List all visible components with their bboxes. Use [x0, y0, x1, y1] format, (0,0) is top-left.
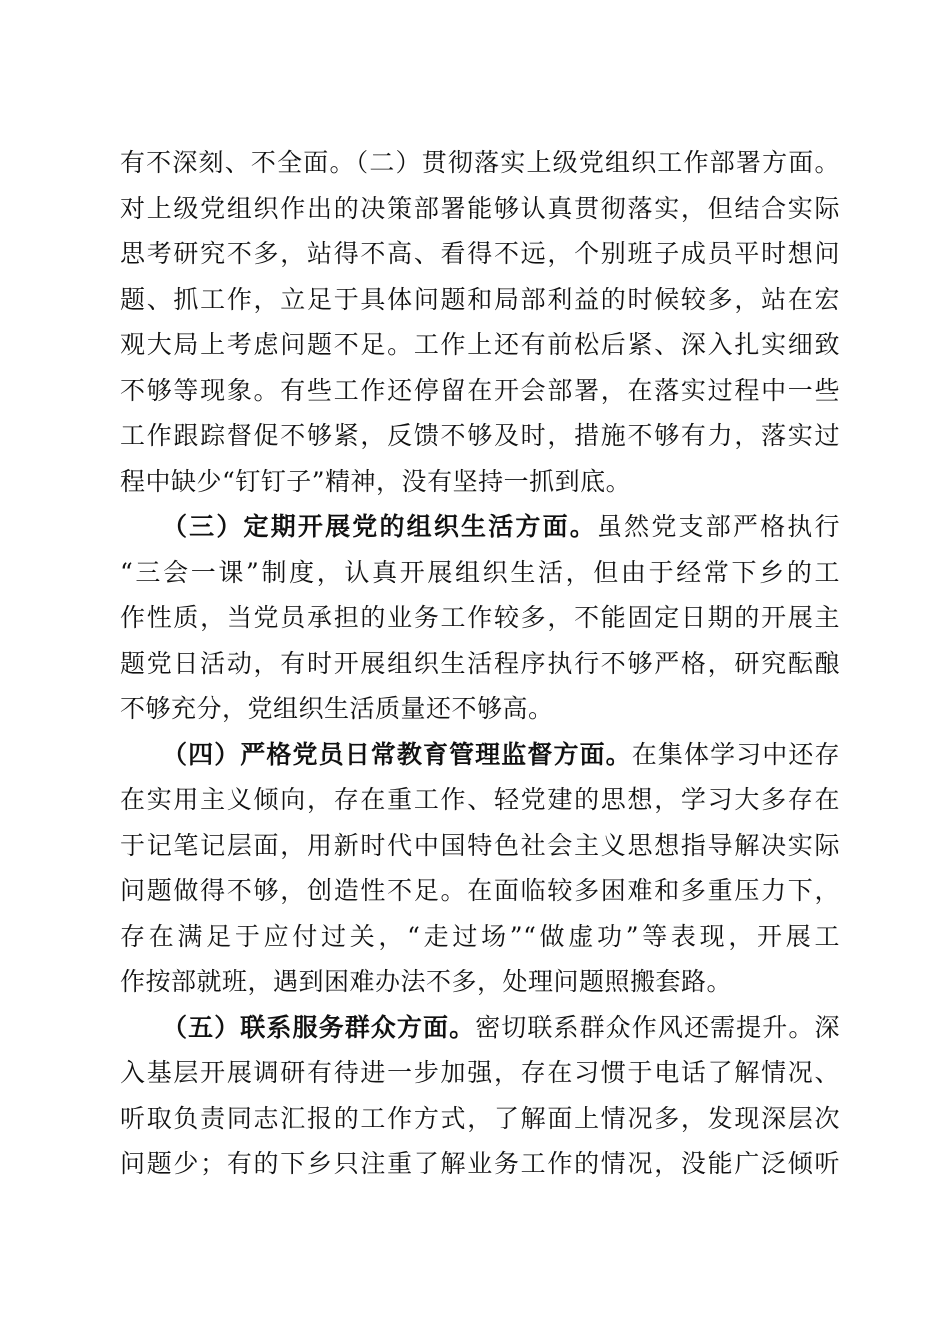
section-4-heading: （四）严格党员日常教育管理监督方面。	[162, 739, 632, 769]
section-5-text: 密切联系群众作风还需提升。深	[475, 1012, 840, 1042]
text-line: 程中缺少“钉钉子”精神，没有坚持一抓到底。	[120, 466, 632, 496]
text-line: 在实用主义倾向，存在重工作、轻党建的思想，学习大多存在	[120, 785, 840, 814]
text-line: 存在满足于应付过关，“走过场”“做虚功”等表现，开展工	[120, 921, 840, 951]
text-line: 思考研究不多，站得不高、看得不远，个别班子成员平时想问	[120, 239, 840, 268]
text-line: 题、抓工作，立足于具体问题和局部利益的时候较多，站在宏	[120, 284, 840, 314]
section-3-heading: （三）定期开展党的组织生活方面。	[162, 512, 597, 541]
text-line: 不够等现象。有些工作还停留在开会部署，在落实过程中一些	[120, 375, 840, 405]
section-3-text: 虽然党支部严格执行	[596, 512, 840, 541]
text-line: 作性质，当党员承担的业务工作较多，不能固定日期的开展主	[120, 603, 840, 632]
text-line: 于记笔记层面，用新时代中国特色社会主义思想指导解决实际	[120, 830, 840, 860]
text-line: 入基层开展调研有待进一步加强，存在习惯于电话了解情况、	[120, 1058, 840, 1087]
text-line: 观大局上考虑问题不足。工作上还有前松后紧、深入扎实细致	[120, 330, 840, 359]
text-line: 工作跟踪督促不够紧，反馈不够及时，措施不够有力，落实过	[120, 421, 840, 450]
text-line: 题党日活动，有时开展组织生活程序执行不够严格，研究酝酿	[120, 648, 840, 678]
text-line: 不够充分，党组织生活质量还不够高。	[120, 694, 554, 723]
text-line: “三会一课”制度，认真开展组织生活，但由于经常下乡的工	[120, 557, 840, 587]
section-5-heading: （五）联系服务群众方面。	[162, 1012, 476, 1042]
text-line: 听取负责同志汇报的工作方式，了解面上情况多，发现深层次	[120, 1103, 840, 1133]
section-4-first-line	[120, 732, 840, 778]
section-5-first-line	[120, 1005, 840, 1051]
text-line: 有不深刻、不全面。（二）贯彻落实上级党组织工作部署方面。	[120, 148, 840, 177]
text-line: 问题少；有的下乡只注重了解业务工作的情况，没能广泛倾听	[120, 1149, 840, 1178]
section-4-text: 在集体学习中还存	[631, 739, 840, 769]
section-3-first-line	[120, 504, 840, 550]
body-text	[120, 140, 840, 1187]
text-line: 问题做得不够，创造性不足。在面临较多困难和多重压力下，	[120, 876, 840, 905]
text-line: 作按部就班，遇到困难办法不多，处理问题照搬套路。	[120, 967, 733, 996]
text-line: 对上级党组织作出的决策部署能够认真贯彻落实，但结合实际	[120, 193, 840, 223]
